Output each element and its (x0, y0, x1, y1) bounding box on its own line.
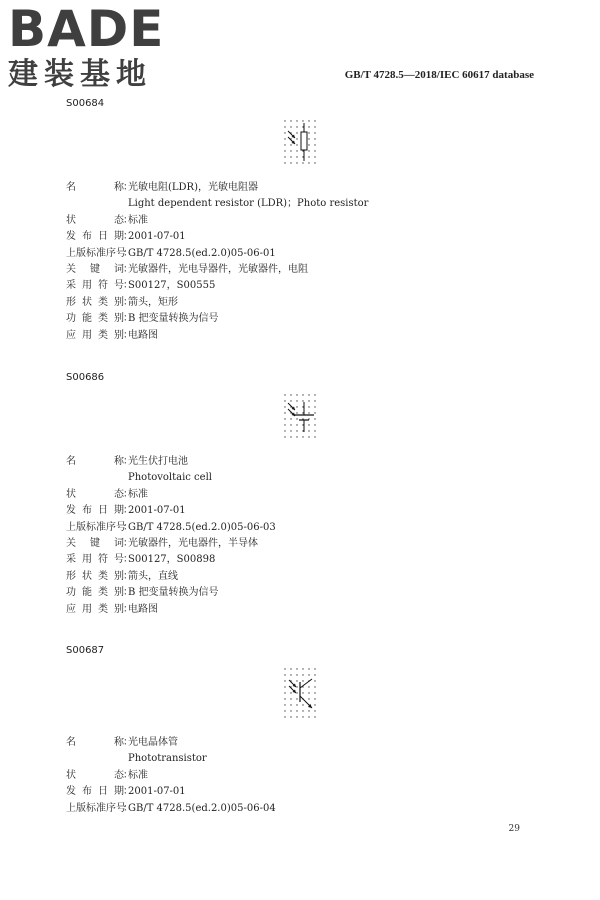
field-value: 光电晶体管 (128, 737, 178, 748)
standard-header: GB/T 4728.5—2018/IEC 60617 database (344, 69, 534, 81)
field-label (66, 295, 124, 311)
field-label-char: 形 (66, 296, 76, 308)
field-label-char: 态 (114, 488, 124, 500)
field-label-char: 用 (82, 603, 92, 615)
field-label-char: 用 (82, 280, 92, 292)
phototransistor-symbol (282, 666, 322, 722)
bade-logo (8, 0, 183, 94)
field-value: 光敏器件，光电器件，半导体 (128, 537, 258, 549)
field-label-char: 发 (66, 231, 76, 243)
field-label-char: 态 (114, 214, 124, 226)
field-label-char: 名 (66, 182, 76, 193)
field-label (66, 278, 124, 294)
field-label-char: 别 (114, 603, 124, 615)
field-label-char: 键 (90, 263, 100, 275)
field-label-char: 类 (98, 313, 108, 325)
field-label-char: 上 (66, 802, 76, 814)
field-value: 2001-07-01 (128, 786, 186, 798)
field-label-char: 符 (98, 554, 108, 566)
field-label-char: 别 (114, 587, 124, 599)
field-label (66, 180, 124, 196)
field-label-char: 类 (98, 587, 108, 599)
field-label-char: 状 (82, 570, 92, 582)
field-label-char: 准 (96, 802, 106, 814)
field-label-char: 标 (86, 247, 96, 259)
field-label-char: 类 (98, 570, 108, 582)
field-label-char: 发 (66, 505, 76, 517)
field-label-char: 状 (66, 769, 76, 781)
field-label (66, 801, 124, 817)
field-label-char: 期 (114, 231, 124, 243)
field-label-char: 态 (114, 769, 124, 781)
field-label-char: 称 (114, 456, 124, 467)
field-label-char: 布 (82, 231, 92, 243)
field-label-char: 类 (98, 296, 108, 308)
field-label (66, 262, 124, 278)
field-value: S00127，S00555 (128, 280, 216, 292)
field-label-char: 日 (98, 786, 108, 798)
field-label (66, 602, 124, 618)
entry-code-s00686: S00686 (66, 372, 105, 383)
field-label (66, 585, 124, 601)
field-label-char: 功 (66, 587, 76, 599)
field-label-char: 别 (114, 570, 124, 582)
field-label-char: 类 (98, 603, 108, 615)
field-value: 光敏器件，光电导器件，光敏器件，电阻 (128, 263, 308, 275)
field-label-char: 期 (114, 786, 124, 798)
field-label-char: 关 (66, 537, 76, 549)
field-label-char: 号 (114, 554, 124, 566)
field-label-char: 上 (66, 247, 76, 259)
field-value: B 把变量转换为信号 (128, 587, 219, 599)
field-label (66, 552, 124, 568)
field-label-char: 用 (82, 554, 92, 566)
photovoltaic-cell-symbol (282, 392, 322, 440)
field-label-char: 号 (114, 280, 124, 292)
field-label (66, 536, 124, 552)
entry-code-s00687: S00687 (66, 645, 105, 656)
field-label-char: 称 (114, 182, 124, 193)
field-value: 2001-07-01 (128, 505, 186, 517)
field-label-char: 应 (66, 603, 76, 615)
field-label-char: 采 (66, 554, 76, 566)
field-label-char: 状 (66, 214, 76, 226)
photo-resistor-symbol (282, 118, 322, 166)
field-label-char: 形 (66, 570, 76, 582)
field-label-char: 能 (82, 587, 92, 599)
field-label-char: 布 (82, 505, 92, 517)
logo-chinese-text: 建装基地 (8, 57, 152, 92)
field-label-char: 序 (106, 247, 116, 259)
field-label-char: 发 (66, 786, 76, 798)
field-label (66, 784, 124, 800)
field-label-char: 词 (114, 263, 124, 275)
field-label-char: 版 (76, 247, 86, 259)
field-label-char: 准 (96, 521, 106, 533)
field-label-char: 号 (116, 521, 126, 533)
page-number: 29 (508, 824, 520, 834)
field-label-char: 能 (82, 313, 92, 325)
field-label-char: 别 (114, 313, 124, 325)
field-value: 电路图 (128, 329, 158, 341)
field-label (66, 487, 124, 503)
field-value: Light dependent resistor (LDR)；Photo resistor (128, 198, 369, 210)
field-value: S00127，S00898 (128, 554, 216, 566)
field-label-char: 布 (82, 786, 92, 798)
field-label (66, 328, 124, 344)
field-label (66, 503, 124, 519)
field-value: 标准 (128, 769, 148, 781)
field-value: GB/T 4728.5(ed.2.0)05-06-01 (128, 247, 276, 259)
field-label (66, 246, 124, 262)
field-label-char: 标 (86, 802, 96, 814)
field-label-char: 键 (90, 537, 100, 549)
field-label-char: 号 (116, 247, 126, 259)
field-label-char: 日 (98, 505, 108, 517)
field-label-char: 名 (66, 456, 76, 467)
logo-wordmark: BADE (8, 0, 165, 58)
field-label (66, 311, 124, 327)
field-value: GB/T 4728.5(ed.2.0)05-06-03 (128, 521, 276, 533)
field-value: 标准 (128, 488, 148, 500)
field-label (66, 213, 124, 229)
field-label-char: 状 (66, 488, 76, 500)
field-value: 标准 (128, 214, 148, 226)
field-label-char: 名 (66, 737, 76, 748)
field-label (66, 454, 124, 470)
field-label-char: 别 (114, 296, 124, 308)
field-label-char: 采 (66, 280, 76, 292)
field-value: 光敏电阻(LDR)，光敏电阻器 (128, 182, 258, 193)
field-label-char: 序 (106, 802, 116, 814)
field-label-char: 期 (114, 505, 124, 517)
field-label (66, 229, 124, 245)
field-label-char: 称 (114, 737, 124, 748)
field-label-char: 标 (86, 521, 96, 533)
field-label-char: 关 (66, 263, 76, 275)
field-label-char: 状 (82, 296, 92, 308)
field-label-char: 别 (114, 329, 124, 341)
field-label-char: 准 (96, 247, 106, 259)
field-value: B 把变量转换为信号 (128, 313, 219, 325)
field-label (66, 735, 124, 751)
field-value: GB/T 4728.5(ed.2.0)05-06-04 (128, 802, 276, 814)
field-label-char: 上 (66, 521, 76, 533)
field-label-char: 用 (82, 329, 92, 341)
field-label-char: 号 (116, 802, 126, 814)
field-label (66, 520, 124, 536)
field-value: Photovoltaic cell (128, 472, 212, 484)
field-label (66, 768, 124, 784)
field-label-char: 词 (114, 537, 124, 549)
field-value: 2001-07-01 (128, 231, 186, 243)
field-label-char: 版 (76, 521, 86, 533)
field-label (66, 569, 124, 585)
entry-code-s00684: S00684 (66, 98, 105, 109)
field-label-char: 功 (66, 313, 76, 325)
field-label-char: 版 (76, 802, 86, 814)
field-label-char: 类 (98, 329, 108, 341)
field-value: 箭头，矩形 (128, 296, 178, 308)
field-value: 光生伏打电池 (128, 456, 188, 467)
field-label-char: 日 (98, 231, 108, 243)
field-value: Phototransistor (128, 753, 207, 765)
field-value: 电路图 (128, 603, 158, 615)
field-label-char: 序 (106, 521, 116, 533)
field-label-char: 应 (66, 329, 76, 341)
field-label-char: 符 (98, 280, 108, 292)
field-value: 箭头，直线 (128, 570, 178, 582)
